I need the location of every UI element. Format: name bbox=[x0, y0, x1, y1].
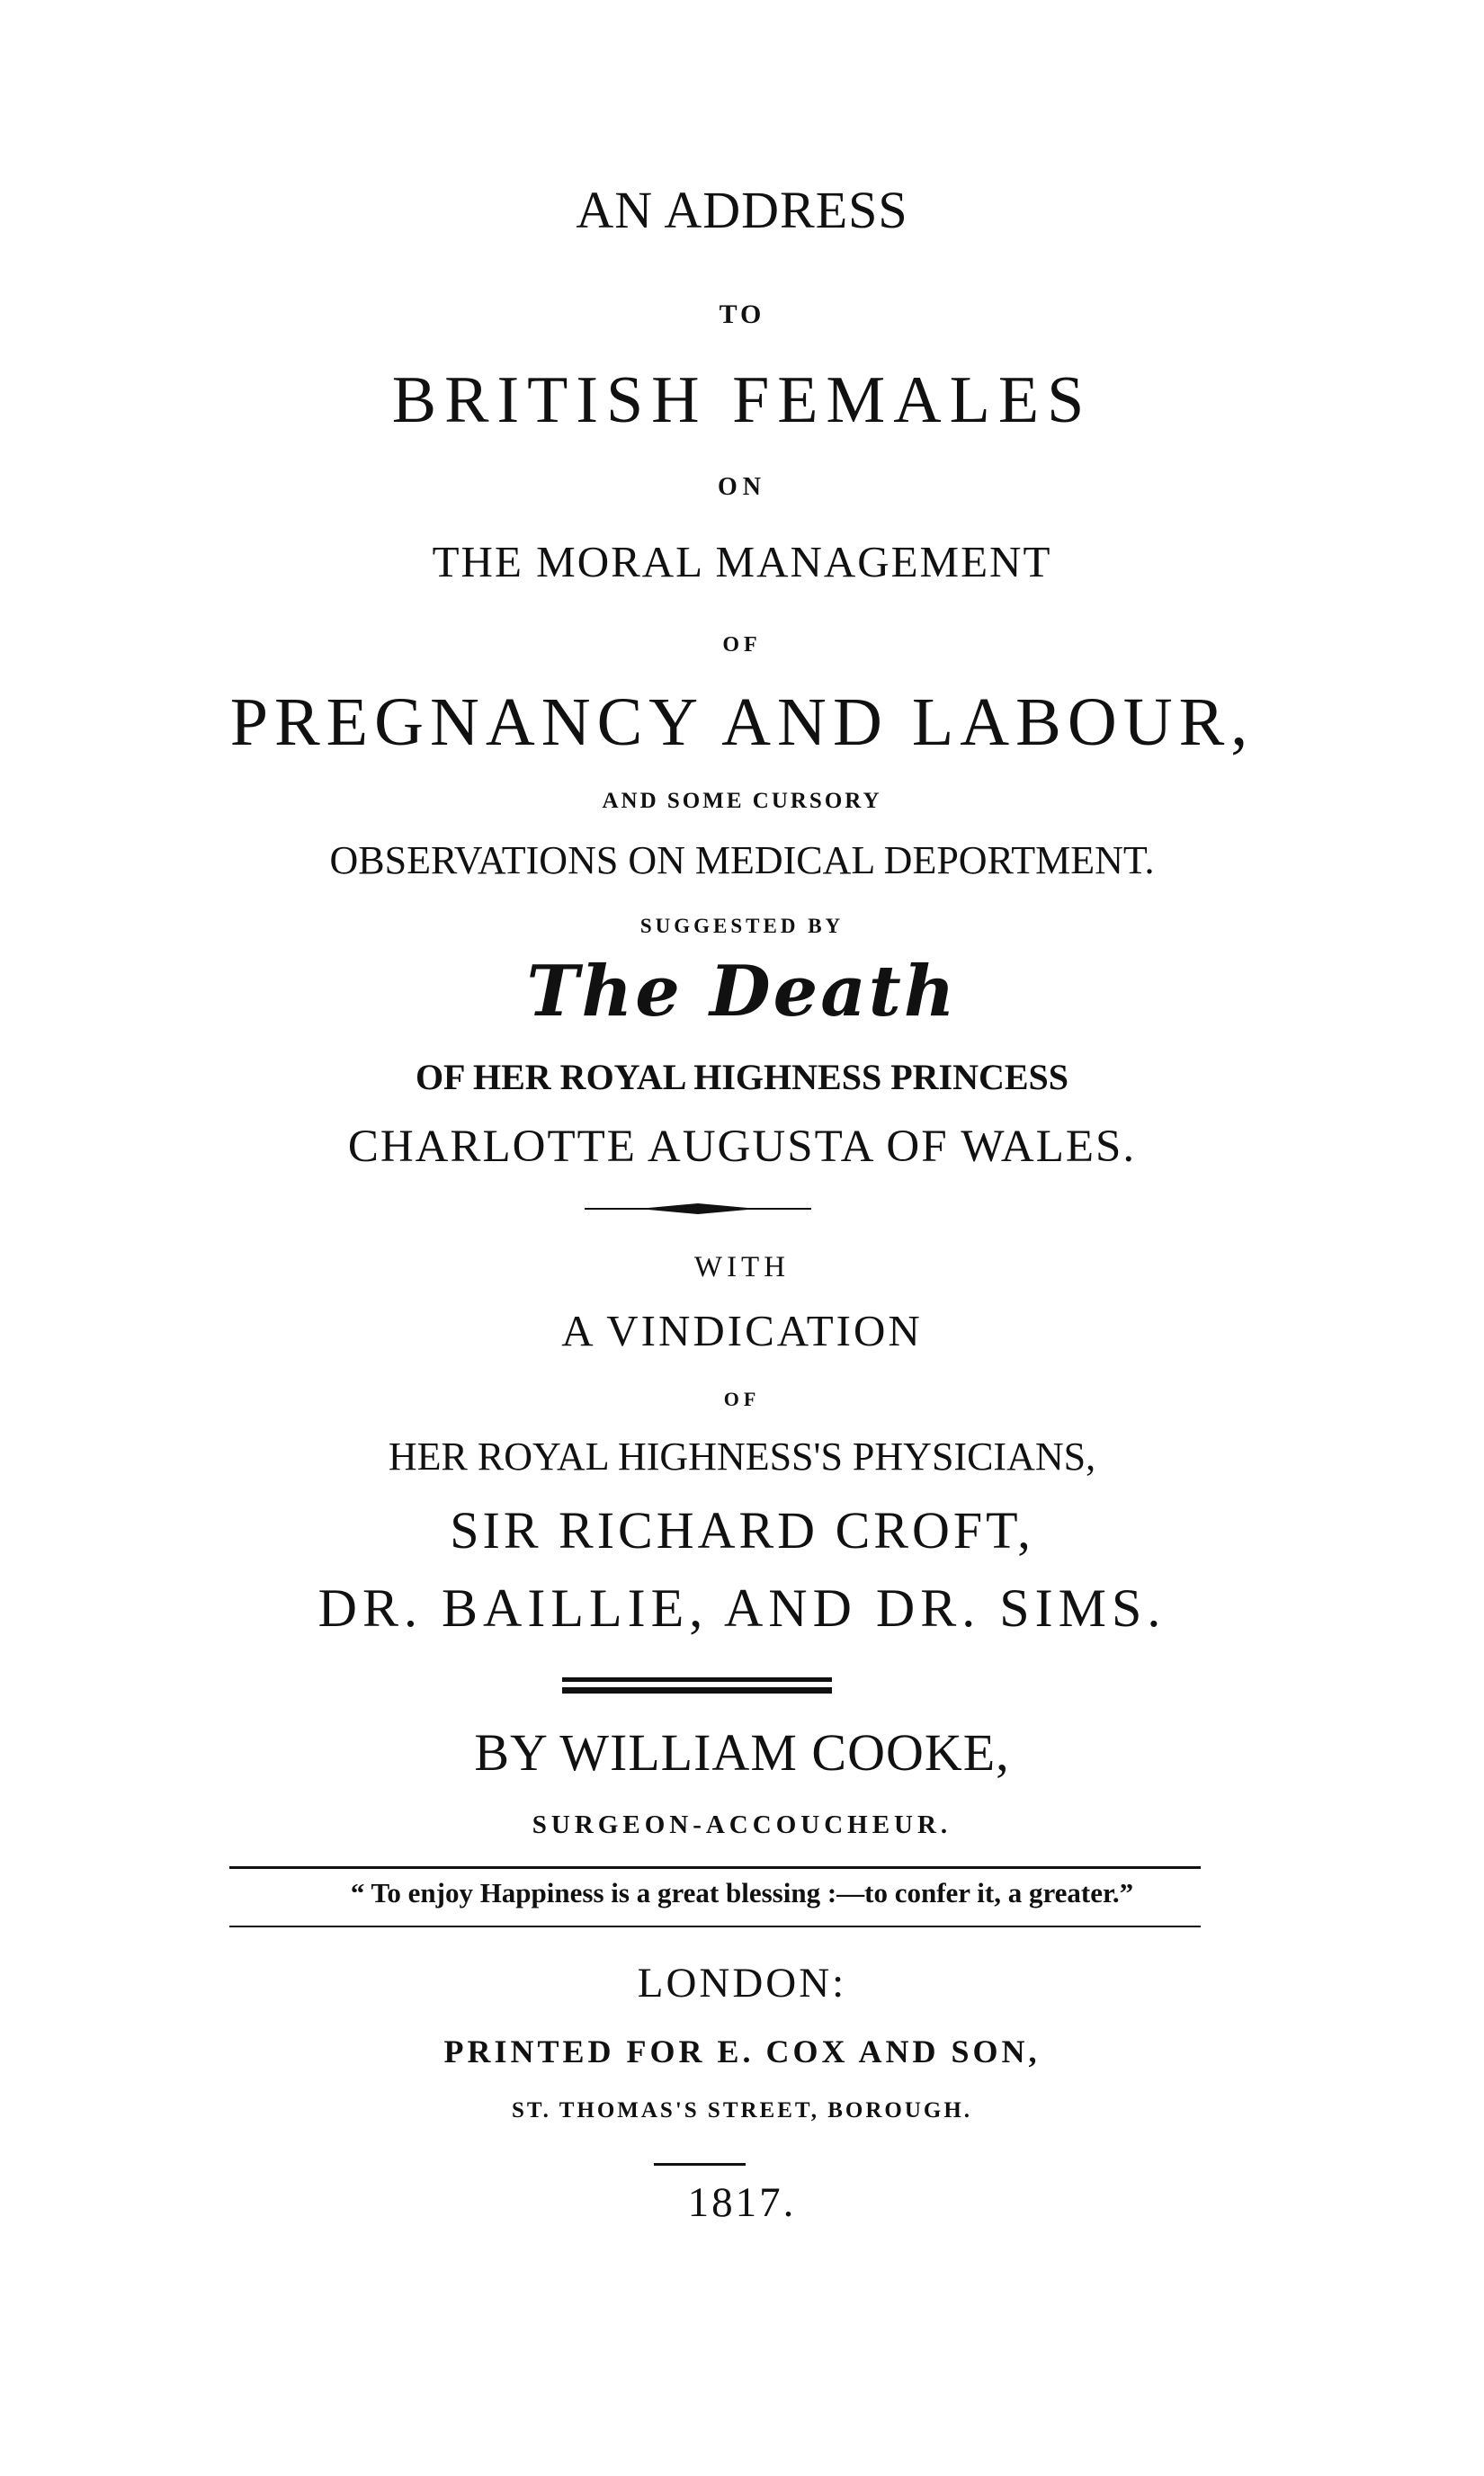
imprint-rule bbox=[654, 2163, 746, 2166]
title-line-sir-richard-croft: SIR RICHARD CROFT, bbox=[450, 1501, 1034, 1560]
epigraph-rule-bottom bbox=[229, 1926, 1201, 1927]
title-line-a-vindication: A VINDICATION bbox=[561, 1306, 923, 1355]
title-line-british-females: BRITISH FEMALES bbox=[391, 363, 1093, 437]
title-line-of-1: OF bbox=[722, 633, 762, 657]
title-line-physicians: HER ROYAL HIGHNESS'S PHYSICIANS, bbox=[388, 1435, 1096, 1479]
title-line-with: WITH bbox=[693, 1251, 791, 1283]
title-line-of-2: OF bbox=[723, 1388, 761, 1410]
epigraph-quote: “ To enjoy Happiness is a great blessing :—to confer it, a greater.” bbox=[350, 1877, 1134, 1908]
imprint-year: 1817. bbox=[687, 2179, 797, 2226]
title-line-the-death: The Death bbox=[526, 951, 958, 1032]
double-rule-bottom bbox=[562, 1687, 832, 1694]
double-rule-top bbox=[562, 1677, 832, 1682]
ornamental-divider bbox=[585, 1202, 811, 1216]
title-line-pregnancy-and-labour: PREGNANCY AND LABOUR, bbox=[229, 684, 1255, 760]
imprint-london: LONDON: bbox=[637, 1960, 847, 2007]
title-line-by-william-cooke: BY WILLIAM COOKE, bbox=[474, 1723, 1010, 1782]
title-line-charlotte-augusta: CHARLOTTE AUGUSTA OF WALES. bbox=[347, 1122, 1137, 1172]
title-line-baillie-and-sims: DR. BAILLIE, AND DR. SIMS. bbox=[317, 1578, 1167, 1638]
title-line-on: ON bbox=[718, 473, 766, 501]
title-line-an-address: AN ADDRESS bbox=[576, 181, 908, 239]
title-line-observations: OBSERVATIONS ON MEDICAL DEPORTMENT. bbox=[329, 838, 1155, 882]
imprint-printed-for: PRINTED FOR E. COX AND SON, bbox=[443, 2034, 1041, 2069]
title-line-suggested-by: SUGGESTED BY bbox=[639, 915, 845, 937]
title-line-moral-management: THE MORAL MANAGEMENT bbox=[432, 537, 1052, 586]
title-line-to: TO bbox=[719, 299, 765, 329]
title-line-surgeon-accoucheur: SURGEON-ACCOUCHEUR. bbox=[532, 1810, 952, 1839]
title-line-her-royal-highness-princess: OF HER ROYAL HIGHNESS PRINCESS bbox=[415, 1057, 1069, 1097]
title-line-and-some-cursory: AND SOME CURSORY bbox=[602, 789, 882, 813]
imprint-address: ST. THOMAS'S STREET, BOROUGH. bbox=[511, 2098, 973, 2123]
epigraph-rule-top bbox=[229, 1866, 1201, 1869]
